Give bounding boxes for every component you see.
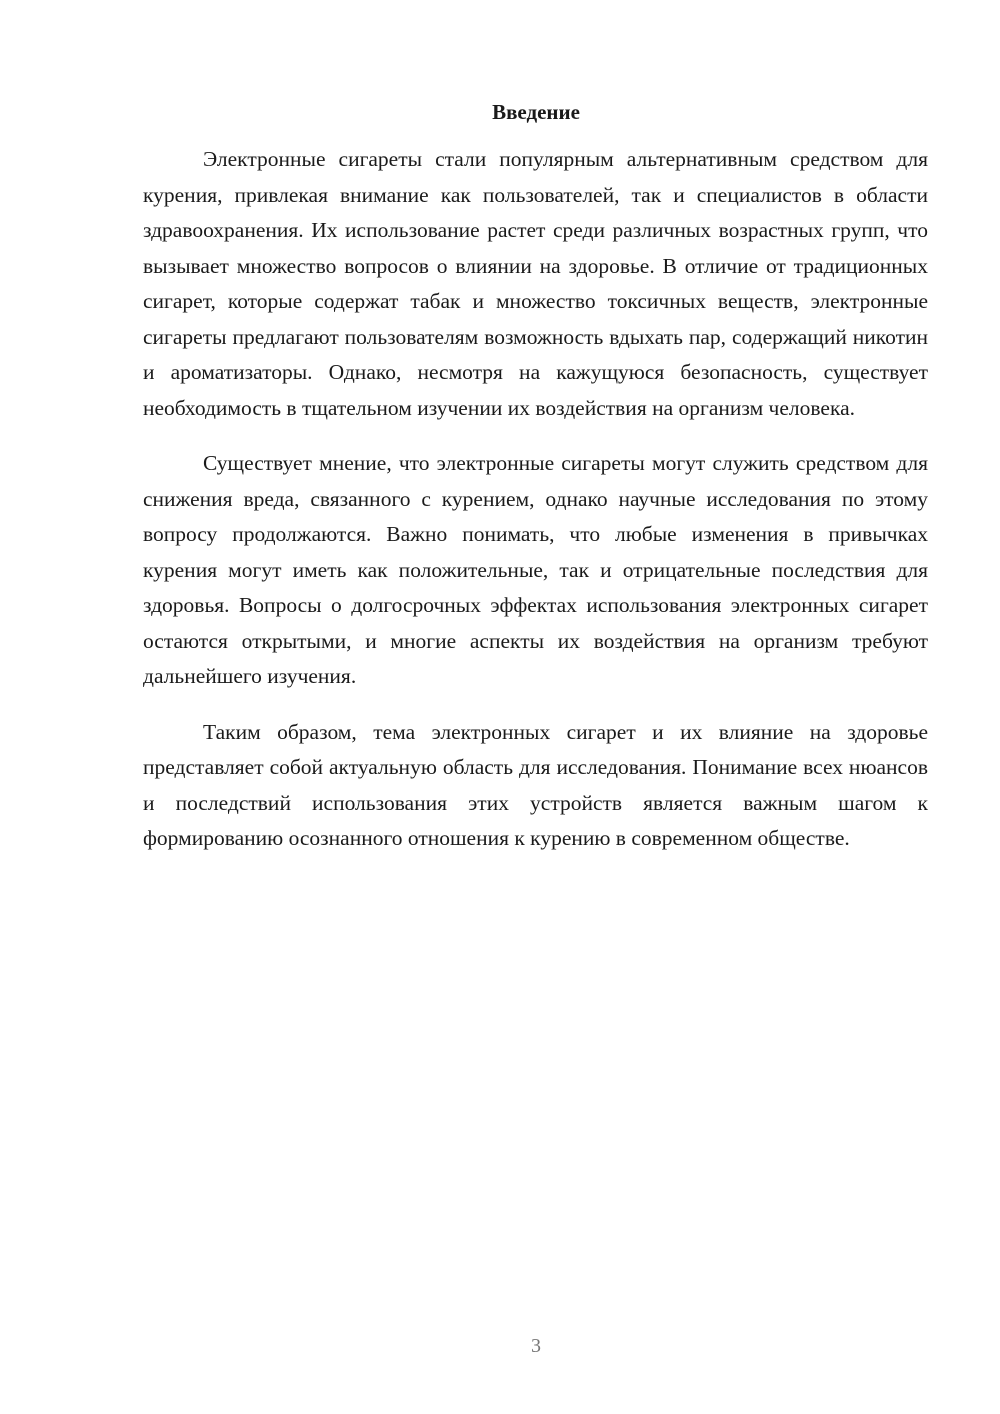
paragraph-3: Таким образом, тема электронных сигарет и их влияние на здоровье представляет собой актуальную область для исследования. Понимание всех нюансов и последствий использования этих устройств является важным шагом к формированию осознанного отношения к курению в современном обществе. [143, 719, 928, 850]
paragraph-2: Существует мнение, что электронные сигареты могут служить средством для снижения вреда, связанного с курением, однако научные исследования по этому вопросу продолжаются. Важно понимать, что любые изменения в привычках курения могут иметь как положительные, так и отрицательные последствия для здоровья. Вопросы о долгосрочных эффектах использования электронных сигарет остаются открытыми, и многие аспекты их воздействия на организм требуют дальнейшего изучения. [143, 451, 928, 688]
page-title: Введение [492, 100, 580, 124]
body-text [143, 142, 928, 857]
paragraph-1: Электронные сигареты стали популярным альтернативным средством для курения, привлекая внимание как пользователей, так и специалистов в области здравоохранения. Их использование растет среди различных возрастных групп, что вызывает множество вопросов о влиянии на здоровье. В отличие от традиционных сигарет, которые содержат табак и множество токсичных веществ, электронные сигареты предлагают пользователям возможность вдыхать пар, содержащий никотин и ароматизаторы. Однако, несмотря на кажущуюся безопасность, существует необходимость в тщательном изучении их воздействия на организм человека. [143, 147, 928, 420]
page-number: 3 [531, 1335, 541, 1357]
